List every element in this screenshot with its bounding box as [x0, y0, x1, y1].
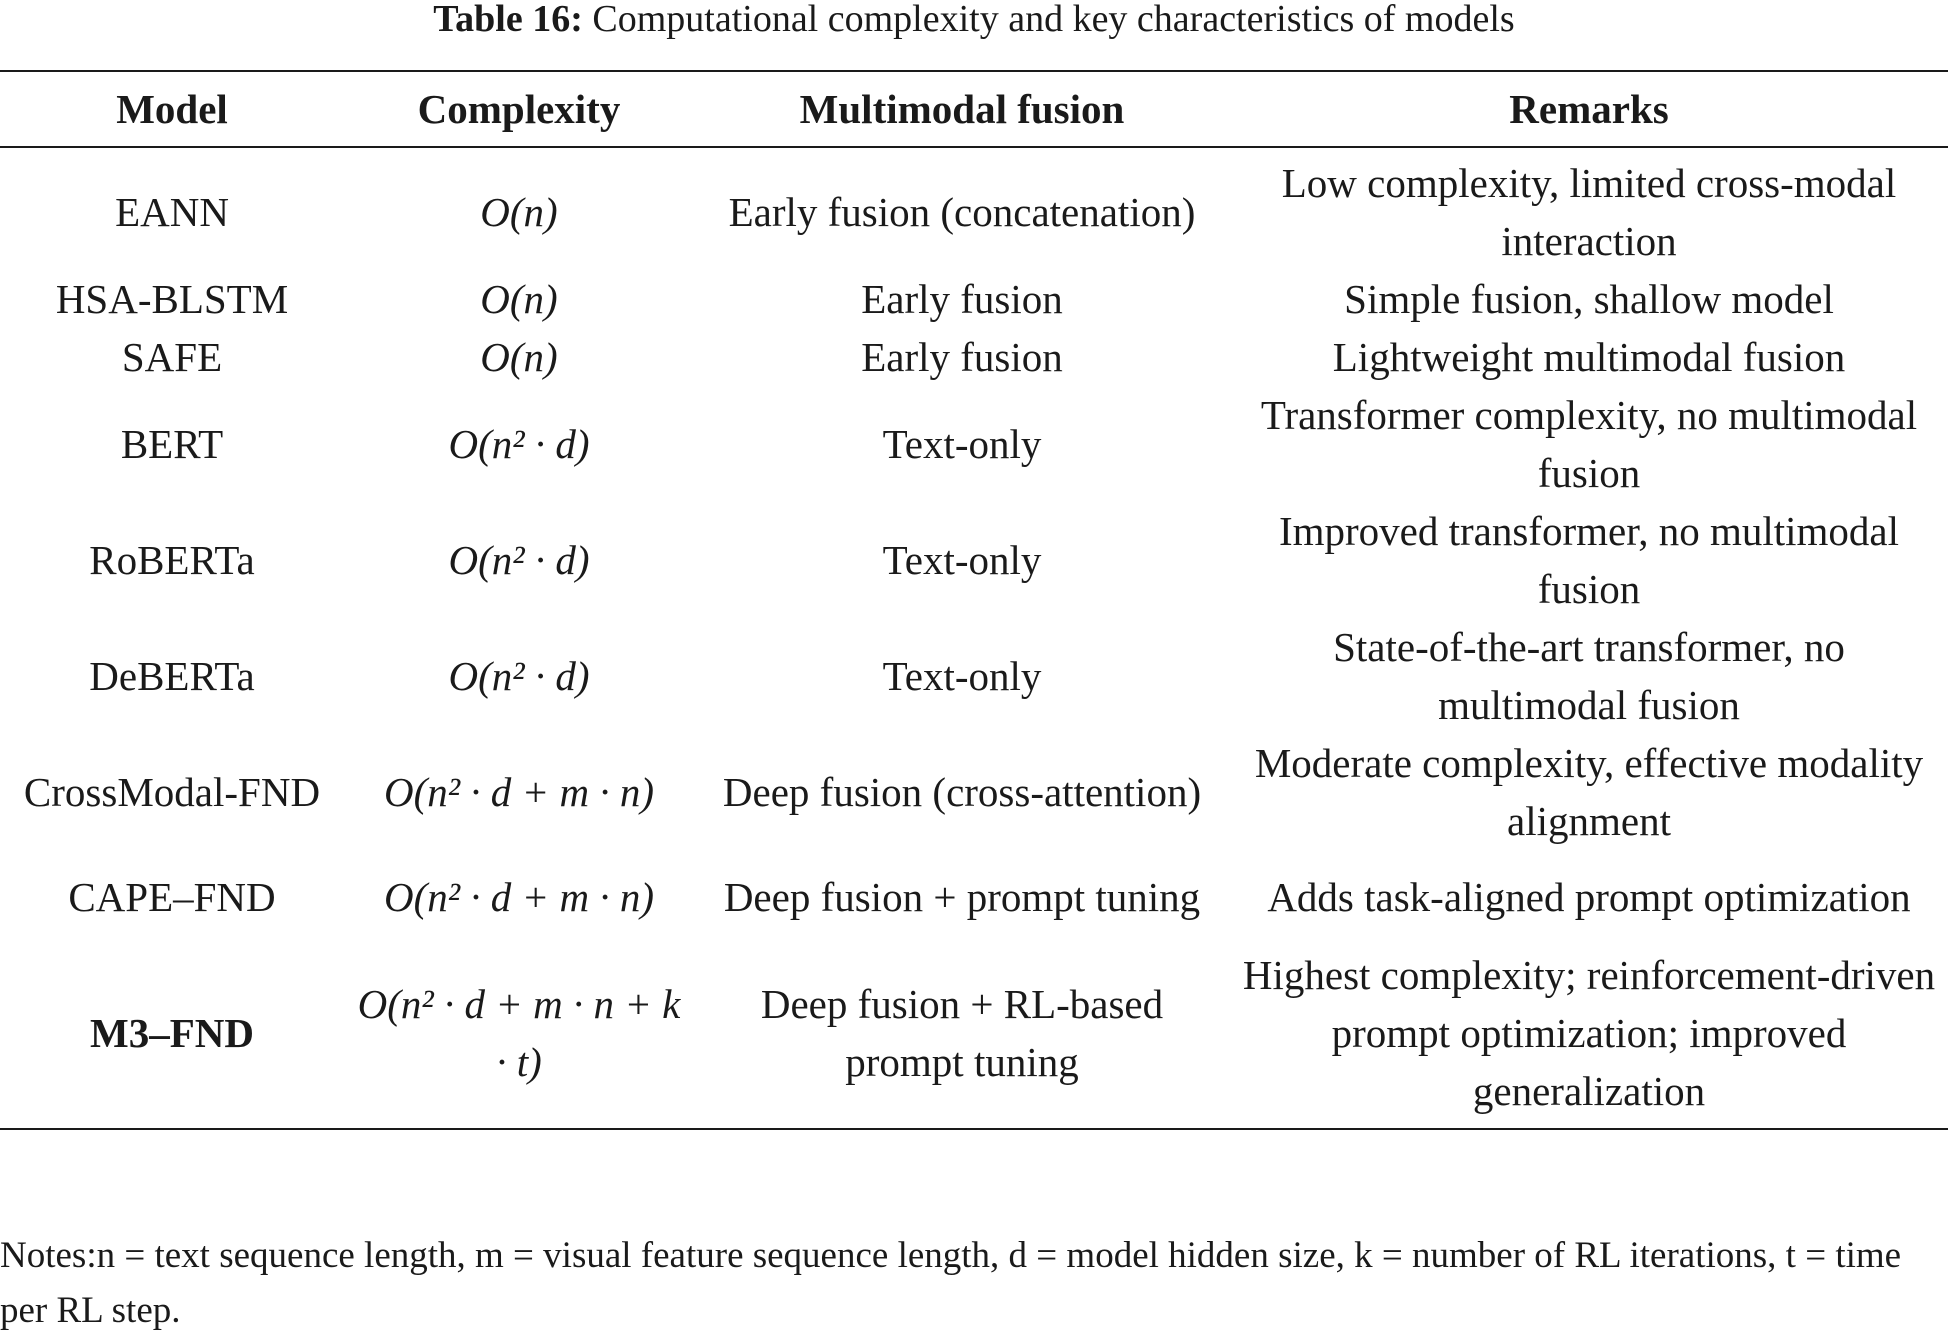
remarks-cell: Transformer complexity, no multimodal fusion: [1260, 392, 1918, 496]
complexity-cell: O(n² · d): [448, 421, 590, 467]
table-caption: [0, 0, 1948, 38]
table-row: [0, 734, 1948, 850]
fusion-cell: Text-only: [882, 421, 1042, 467]
complexity-cell: O(n² · d + m · n): [384, 873, 654, 920]
caption-label: Table 16:: [433, 0, 583, 40]
complexity-cell: O(n): [480, 189, 558, 235]
table-row: [0, 502, 1948, 618]
remarks-cell: State-of-the-art transformer, no multimodal fusion: [1333, 624, 1845, 728]
table-body: [0, 147, 1948, 1129]
table-row: [0, 270, 1948, 328]
remarks-cell: Improved transformer, no multimodal fusion: [1278, 508, 1900, 612]
table-row: [0, 147, 1948, 270]
header-complexity: Complexity: [417, 86, 621, 132]
model-cell: M3–FND: [90, 1009, 254, 1056]
fusion-cell: Early fusion: [861, 334, 1063, 380]
header-remarks: Remarks: [1509, 86, 1669, 132]
fusion-cell: Deep fusion (cross-attention): [722, 769, 1202, 815]
remarks-cell: Simple fusion, shallow model: [1344, 276, 1834, 322]
model-cell: HSA-BLSTM: [55, 276, 289, 322]
complexity-cell: O(n² · d + m · n + k · t): [357, 980, 681, 1085]
remarks-cell: Highest complexity; reinforcement-driven prompt optimization; improved generalization: [1242, 951, 1936, 1114]
table-row: [0, 618, 1948, 734]
complexity-cell: O(n): [480, 276, 558, 322]
remarks-cell: Moderate complexity, effective modality alignment: [1254, 740, 1924, 844]
table-row: [0, 328, 1948, 386]
fusion-cell: Text-only: [882, 653, 1042, 699]
remarks-cell: Low complexity, limited cross-modal interaction: [1281, 160, 1897, 264]
fusion-cell: Early fusion: [861, 276, 1063, 322]
header-model: Model: [116, 86, 228, 132]
model-cell: BERT: [120, 421, 224, 467]
table-notes: Notes:n = text sequence length, m = visual feature sequence length, d = model hidden size, k = number of RL iterations, t = time per RL step.: [0, 1235, 1902, 1331]
model-cell: RoBERTa: [89, 537, 255, 583]
fusion-cell: Early fusion (concatenation): [728, 189, 1196, 235]
table-container: [0, 70, 1948, 1130]
fusion-cell: Deep fusion + RL-based prompt tuning: [760, 980, 1164, 1085]
remarks-cell: Lightweight multimodal fusion: [1332, 334, 1846, 380]
table-row: [0, 850, 1948, 943]
caption-text: Computational complexity and key characteristics of models: [582, 0, 1515, 40]
model-cell: CAPE–FND: [68, 873, 276, 920]
model-cell: SAFE: [121, 334, 223, 380]
remarks-cell: Adds task-aligned prompt optimization: [1267, 873, 1911, 920]
table-row: [0, 386, 1948, 502]
header-row: [0, 71, 1948, 147]
model-cell: EANN: [115, 189, 229, 235]
complexity-cell: O(n² · d): [448, 537, 590, 583]
complexity-cell: O(n² · d): [448, 653, 590, 699]
table-row: [0, 943, 1948, 1129]
header-fusion: Multimodal fusion: [799, 86, 1125, 132]
complexity-cell: O(n): [480, 334, 558, 380]
complexity-table: [0, 70, 1948, 1130]
model-cell: CrossModal-FND: [23, 769, 321, 815]
fusion-cell: Deep fusion + prompt tuning: [723, 873, 1201, 920]
model-cell: DeBERTa: [89, 653, 255, 699]
fusion-cell: Text-only: [882, 537, 1042, 583]
complexity-cell: O(n² · d + m · n): [384, 769, 654, 815]
